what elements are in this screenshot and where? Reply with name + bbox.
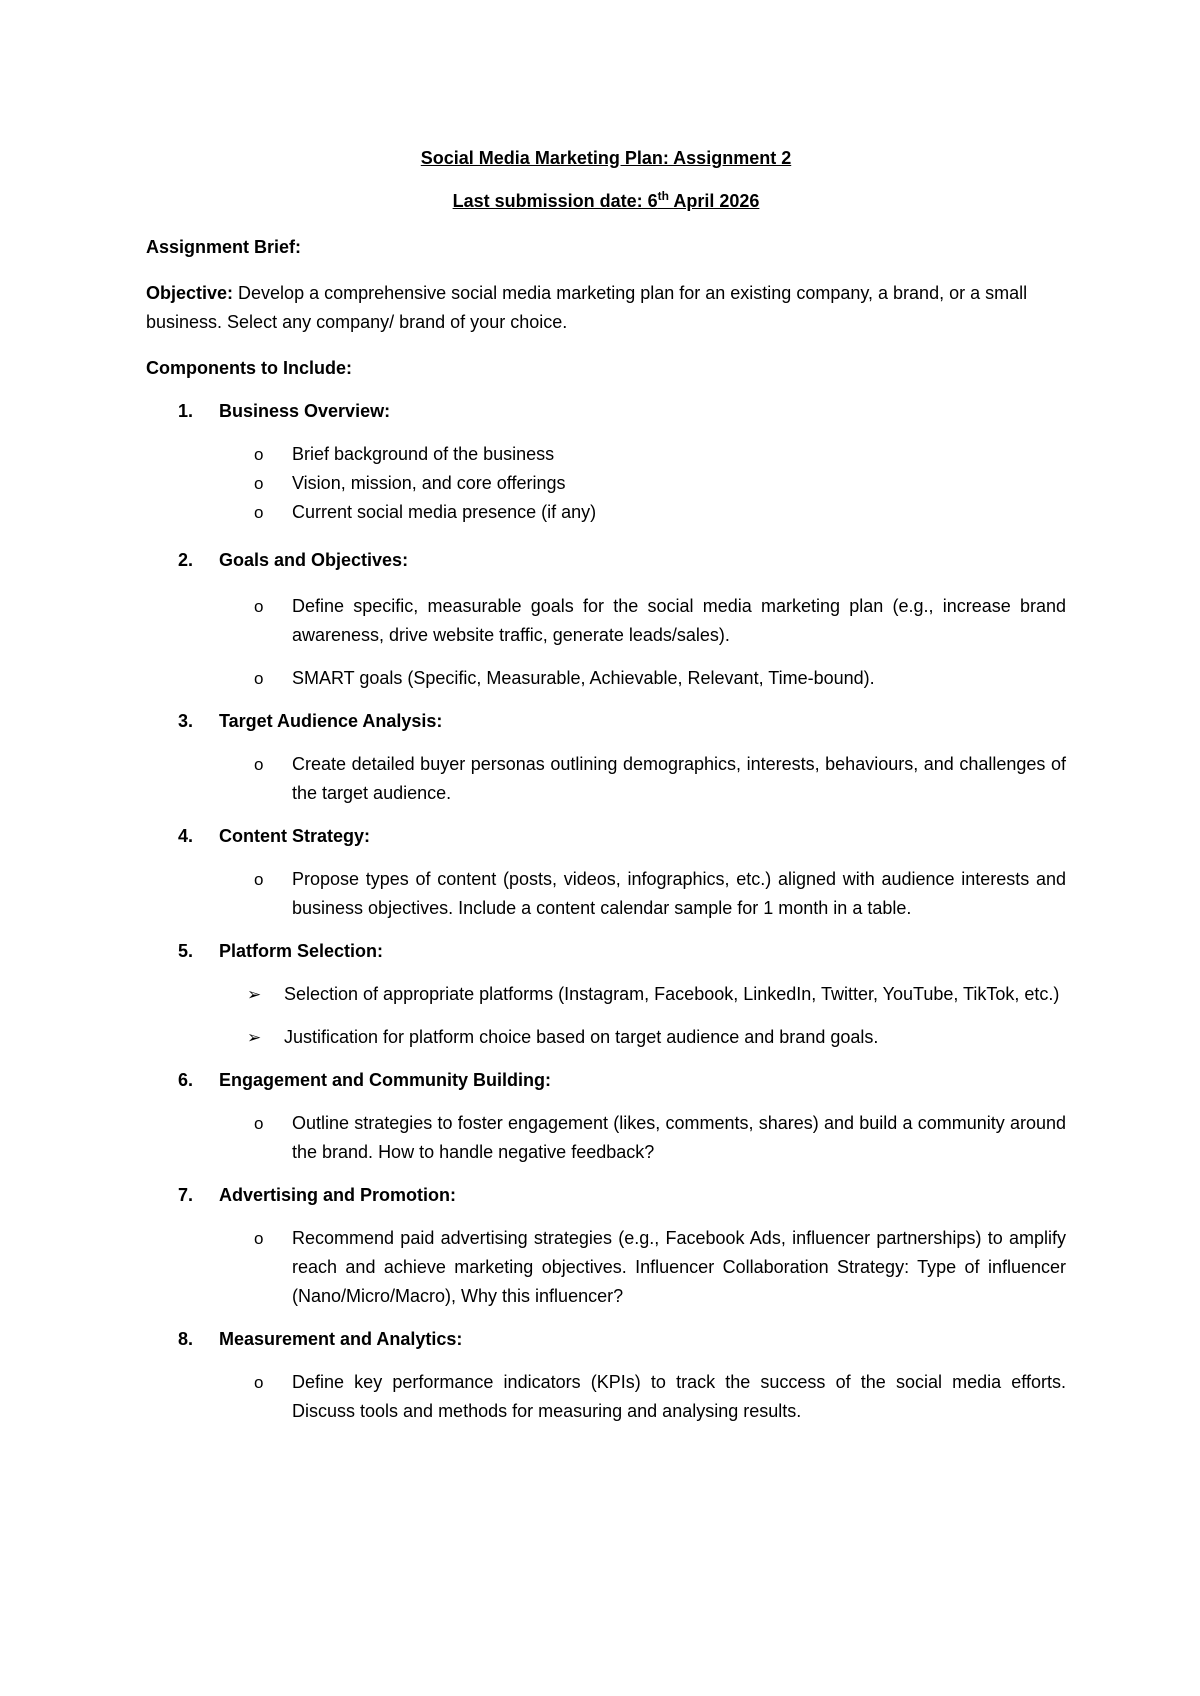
section-5-list xyxy=(146,980,1066,1052)
submission-prefix: Last submission date: 6 xyxy=(452,191,658,211)
list-item xyxy=(146,469,1066,498)
list-item xyxy=(146,440,1066,469)
section-3-heading xyxy=(146,707,1066,736)
arrow-bullet-icon: ➢ xyxy=(247,985,262,1004)
list-item-text: Recommend paid advertising strategies (e.g., Facebook Ads, influencer partnerships) to amplify reach and achieve marketing objectives. Influencer Collaboration Strategy: Type of influencer (Nano/Micro/Macro), Why this influencer? xyxy=(292,1228,1066,1306)
section-number: 8. xyxy=(178,1329,194,1349)
circle-bullet-icon: o xyxy=(254,870,264,889)
list-item xyxy=(146,1224,1066,1311)
circle-bullet-icon: o xyxy=(254,669,264,688)
objective-label: Objective: xyxy=(146,283,234,303)
section-7-list xyxy=(146,1224,1066,1311)
list-item xyxy=(146,1023,1066,1052)
list-item-text: Selection of appropriate platforms (Instagram, Facebook, LinkedIn, Twitter, YouTube, TikTok, etc.) xyxy=(284,984,1060,1004)
section-number: 7. xyxy=(178,1185,194,1205)
list-item-text: Outline strategies to foster engagement (likes, comments, shares) and build a community around the brand. How to handle negative feedback? xyxy=(292,1113,1066,1162)
section-number: 4. xyxy=(178,826,194,846)
section-6-list xyxy=(146,1109,1066,1167)
section-number: 3. xyxy=(178,711,194,731)
circle-bullet-icon: o xyxy=(254,474,264,493)
section-number: 1. xyxy=(178,401,194,421)
section-1-heading xyxy=(146,397,1066,426)
circle-bullet-icon: o xyxy=(254,1229,264,1248)
section-title: Content Strategy: xyxy=(219,826,371,846)
section-4-list xyxy=(146,865,1066,923)
objective-paragraph xyxy=(146,279,1066,337)
section-title: Business Overview: xyxy=(219,401,391,421)
document-title: Social Media Marketing Plan: Assignment 2 xyxy=(420,148,792,168)
section-number: 6. xyxy=(178,1070,194,1090)
circle-bullet-icon: o xyxy=(254,597,264,616)
circle-bullet-icon: o xyxy=(254,1373,264,1392)
section-4-heading xyxy=(146,822,1066,851)
section-title: Goals and Objectives: xyxy=(219,550,409,570)
section-7-heading xyxy=(146,1181,1066,1210)
submission-date xyxy=(146,187,1066,216)
list-item xyxy=(146,592,1066,650)
circle-bullet-icon: o xyxy=(254,755,264,774)
list-item-text: Define specific, measurable goals for the social media marketing plan (e.g., increase brand awareness, drive website traffic, generate leads/sales). xyxy=(292,596,1066,645)
components-heading: Components to Include: xyxy=(146,358,352,378)
list-item-text: SMART goals (Specific, Measurable, Achievable, Relevant, Time-bound). xyxy=(292,668,875,688)
list-item xyxy=(146,865,1066,923)
list-item-text: Brief background of the business xyxy=(292,444,555,464)
section-8-list xyxy=(146,1368,1066,1426)
circle-bullet-icon: o xyxy=(254,445,264,464)
section-6-heading xyxy=(146,1066,1066,1095)
list-item-text: Create detailed buyer personas outlining demographics, interests, behaviours, and challenges of the target audience. xyxy=(292,754,1066,803)
section-number: 2. xyxy=(178,550,194,570)
arrow-bullet-icon: ➢ xyxy=(247,1028,262,1047)
circle-bullet-icon: o xyxy=(254,503,264,522)
list-item-text: Justification for platform choice based on target audience and brand goals. xyxy=(284,1027,879,1047)
section-title: Target Audience Analysis: xyxy=(219,711,443,731)
objective-text: Develop a comprehensive social media marketing plan for an existing company, a brand, or a small business. Select any company/ brand of your choice. xyxy=(146,283,1028,332)
section-number: 5. xyxy=(178,941,194,961)
list-item-text: Current social media presence (if any) xyxy=(292,502,597,522)
section-1-list xyxy=(146,440,1066,527)
section-5-heading xyxy=(146,937,1066,966)
section-2-list xyxy=(146,592,1066,693)
section-title: Engagement and Community Building: xyxy=(219,1070,551,1090)
list-item xyxy=(146,1368,1066,1426)
list-item-text: Define key performance indicators (KPIs) to track the success of the social media efforts. Discuss tools and methods for measuring and analysing results. xyxy=(292,1372,1066,1421)
submission-suffix: April 2026 xyxy=(669,191,760,211)
section-8-heading xyxy=(146,1325,1066,1354)
submission-superscript: th xyxy=(657,189,669,203)
section-title: Platform Selection: xyxy=(219,941,384,961)
list-item xyxy=(146,750,1066,808)
assignment-brief-heading: Assignment Brief: xyxy=(146,237,302,257)
section-2-heading xyxy=(146,546,1066,575)
list-item-text: Propose types of content (posts, videos, infographics, etc.) aligned with audience interests and business objectives. Include a content calendar sample for 1 month in a table. xyxy=(292,869,1066,918)
circle-bullet-icon: o xyxy=(254,1114,264,1133)
list-item xyxy=(146,1109,1066,1167)
section-3-list xyxy=(146,750,1066,808)
section-title: Advertising and Promotion: xyxy=(219,1185,457,1205)
list-item xyxy=(146,980,1066,1009)
section-title: Measurement and Analytics: xyxy=(219,1329,463,1349)
list-item xyxy=(146,664,1066,693)
list-item-text: Vision, mission, and core offerings xyxy=(292,473,566,493)
list-item xyxy=(146,498,1066,527)
